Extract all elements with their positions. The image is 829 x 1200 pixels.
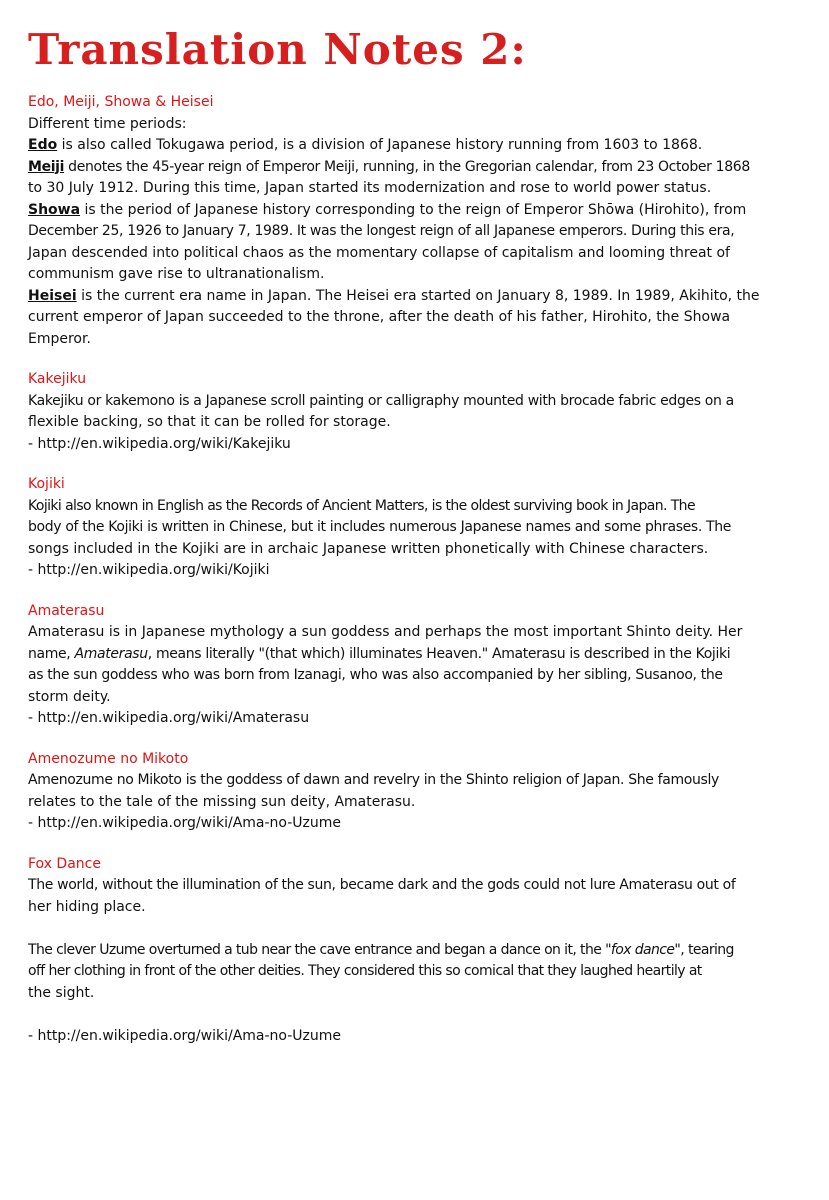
showa-text: is the period of Japanese history corresponding to the reign of Emperor Shōwa (Hirohito), from — [80, 201, 747, 218]
term-fox-dance: fox dance — [610, 941, 675, 958]
term-showa: Showa — [28, 201, 81, 218]
eras-intro: Different time periods: — [28, 115, 187, 132]
kojiki-text-3: songs included in the Kojiki are in archaic Japanese written phonetically with Chinese characters. — [28, 540, 709, 557]
showa-text-3: Japan descended into political chaos as the momentary collapse of capitalism and looming threat of — [28, 244, 730, 261]
edo-note — [28, 135, 824, 157]
section-heading: Amenozume no Mikoto — [28, 750, 189, 767]
amaterasu-text-3: as the sun goddess who was born from Izanagi, who was also accompanied by her sibling, Susanoo, the — [28, 667, 723, 683]
kojiki-text-1: Kojiki also known in English as the Records of Ancient Matters, is the oldest surviving book in Japan. The — [28, 497, 695, 514]
fox-dance-text-1: The world, without the illumination of the sun, became dark and the gods could not lure Amaterasu out of — [28, 877, 736, 893]
amenozume-text-1: Amenozume no Mikoto is the goddess of dawn and revelry in the Shinto religion of Japan. She famously — [28, 772, 719, 788]
heisei-text: is the current era name in Japan. The Heisei era started on January 8, 1989. In 1989, Akihito, the — [76, 287, 760, 304]
section-heading: Edo, Meiji, Showa & Heisei — [28, 94, 214, 110]
amaterasu-text-4: storm deity. — [28, 688, 111, 705]
amaterasu-text-2 — [28, 644, 824, 666]
kakejiku-text-1: Kakejiku or kakemono is a Japanese scroll painting or calligraphy mounted with brocade fabric edges on a — [28, 392, 734, 409]
fox-dance-text-3 — [28, 940, 824, 962]
kakejiku-source: - http://en.wikipedia.org/wiki/Kakejiku — [28, 435, 291, 452]
kojiki-source: - http://en.wikipedia.org/wiki/Kojiki — [28, 562, 270, 578]
heisei-text-3: Emperor. — [28, 330, 91, 347]
meiji-text: denotes the 45-year reign of Emperor Meiji, running, in the Gregorian calendar, from 23 October 1868 — [64, 158, 750, 175]
section-amaterasu — [28, 601, 824, 730]
meiji-text-2: to 30 July 1912. During this time, Japan started its modernization and rose to world power status. — [28, 180, 712, 196]
section-heading: Kakejiku — [28, 371, 87, 387]
fox-dance-text-3-post: ", tearing — [674, 941, 734, 958]
showa-note — [28, 200, 824, 222]
paragraph-gap — [28, 1004, 824, 1026]
edo-text: is also called Tokugawa period, is a division of Japanese history running from 1603 to 1868. — [57, 137, 703, 153]
showa-text-4: communism gave rise to ultranationalism. — [28, 266, 325, 282]
amenozume-source: - http://en.wikipedia.org/wiki/Ama-no-Uzume — [28, 815, 342, 831]
amaterasu-text-1: Amaterasu is in Japanese mythology a sun goddess and perhaps the most important Shinto deity. Her — [28, 624, 743, 640]
amaterasu-text-2-post: , means literally "(that which) illuminates Heaven." Amaterasu is described in the Kojiki — [147, 645, 731, 662]
section-eras — [28, 92, 824, 350]
term-meiji: Meiji — [28, 158, 65, 175]
section-amenozume — [28, 749, 824, 835]
heisei-note — [28, 286, 824, 308]
paragraph-gap — [28, 918, 824, 940]
section-kojiki — [28, 474, 824, 582]
fox-dance-text-5: the sight. — [28, 984, 95, 1001]
section-heading: Fox Dance — [28, 855, 101, 872]
page-title: Translation Notes 2: — [28, 25, 527, 74]
meiji-note — [28, 157, 824, 179]
heisei-text-2: current emperor of Japan succeeded to the throne, after the death of his father, Hirohito, the Showa — [28, 309, 731, 325]
kakejiku-text-2: flexible backing, so that it can be rolled for storage. — [28, 414, 391, 430]
amaterasu-text-2-pre: name, — [28, 645, 75, 662]
translation-notes-page — [28, 22, 824, 1066]
fox-dance-text-4: off her clothing in front of the other deities. They considered this so comical that they laughed heartily at — [28, 963, 702, 979]
fox-dance-text-2: her hiding place. — [28, 898, 146, 915]
showa-text-2: December 25, 1926 to January 7, 1989. It was the longest reign of all Japanese emperors. During this era, — [28, 223, 735, 239]
term-heisei: Heisei — [28, 287, 77, 304]
section-fox-dance — [28, 854, 824, 1048]
section-heading: Kojiki — [28, 476, 65, 492]
term-edo: Edo — [28, 137, 58, 153]
term-amaterasu: Amaterasu — [74, 645, 148, 662]
amaterasu-source: - http://en.wikipedia.org/wiki/Amaterasu — [28, 710, 310, 726]
fox-dance-text-3-pre: The clever Uzume overturned a tub near the cave entrance and began a dance on it, the " — [28, 941, 611, 958]
amenozume-text-2: relates to the tale of the missing sun deity, Amaterasu. — [28, 793, 416, 810]
section-heading: Amaterasu — [28, 602, 105, 619]
kojiki-text-2: body of the Kojiki is written in Chinese, but it includes numerous Japanese names and some phrases. The — [28, 519, 732, 535]
section-kakejiku — [28, 369, 824, 455]
fox-dance-source: - http://en.wikipedia.org/wiki/Ama-no-Uzume — [28, 1027, 342, 1044]
